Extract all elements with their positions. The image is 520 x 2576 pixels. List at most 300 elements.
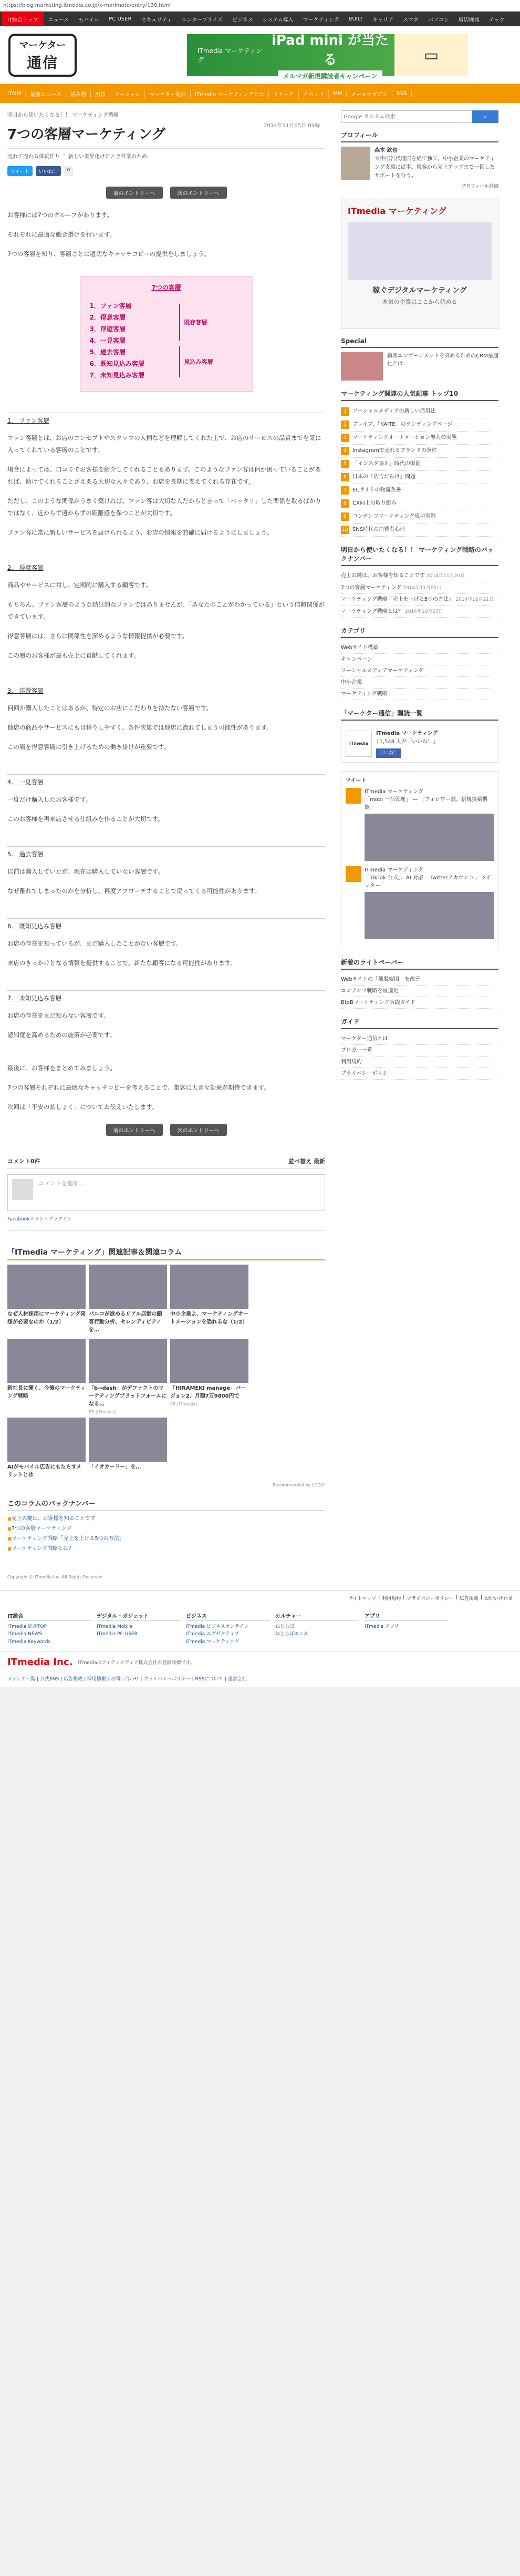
fb-comment-plugin[interactable]: Facebookコメントプラグイン [7, 1215, 325, 1231]
profile-name[interactable]: 森本 欽也 [375, 148, 398, 153]
segment-label: 一見客層 [100, 337, 126, 344]
guide-item[interactable]: プライバシーポリシー [341, 1068, 498, 1080]
tweet-body [365, 866, 494, 939]
category-nav-item[interactable]: RSS [392, 91, 412, 97]
sidebar-ad[interactable] [341, 198, 498, 329]
guide-list [341, 1033, 498, 1080]
ranking-text: ECサイトの物流改善 [352, 487, 401, 493]
ranking-list [341, 405, 498, 537]
new-paper-item[interactable]: BtoBマーケティング実践ガイド [341, 997, 498, 1009]
column-backnumber-list [341, 570, 498, 618]
backnumber-title: このコラムのバックナンバー [7, 1498, 325, 1511]
new-paper-item[interactable]: コンテンツ戦略を最適化 [341, 986, 498, 997]
crumb-2[interactable]: 新しい業界化けたとき営業のため [68, 154, 147, 160]
related-thumb [89, 1339, 167, 1383]
new-paper-item[interactable]: Webサイトの「離脱要因」を改善 [341, 974, 498, 986]
ranking-item[interactable] [341, 524, 498, 537]
backnumber-item[interactable]: ■ 売上の鍵は、お客様を知ることです [7, 1514, 325, 1524]
related-thumb [7, 1418, 86, 1462]
footer-sep: | [455, 1595, 457, 1600]
ranking-text: ソーシャルメディアの新しい活用法 [352, 408, 436, 414]
footer-column-list [186, 1623, 270, 1646]
closing-para: 次回は「不安の払しょく」についてお伝えいたします。 [7, 1103, 158, 1111]
special-box [341, 337, 498, 381]
search-icon[interactable]: ⌕ [472, 110, 498, 123]
segment-item: 4．一見客層 [89, 337, 126, 344]
backnumber-item[interactable]: ■ 7つの客層マーケティング [7, 1524, 325, 1534]
tweet-avatar [346, 866, 361, 882]
logo-line1: マーケター [19, 40, 66, 51]
corp-logo[interactable]: ITmedia Inc. [7, 1657, 73, 1668]
top-nav-item[interactable]: テック [488, 17, 505, 23]
top-nav-item[interactable]: システム導入 [262, 17, 294, 23]
ranking-text: マーケティングオートメーション導入の実態 [352, 435, 457, 440]
category-item[interactable]: 中小企業 [341, 677, 498, 689]
fb-like-button[interactable]: いいね！ [36, 166, 61, 176]
top-nav-item[interactable]: PC USER [109, 16, 132, 22]
segment-item: 7．未知見込み客層 [89, 372, 144, 379]
tweet-user: ITmedia マーケティング [365, 789, 424, 795]
segment-label: 得意客層 [100, 314, 126, 321]
footer-column-item[interactable]: ITmedia ビジネスオンライン [186, 1624, 249, 1629]
category-nav-item[interactable]: 用語 [91, 90, 110, 98]
category-item[interactable]: キャンペーン [341, 654, 498, 665]
article-title: 7つの客層マーケティング [7, 127, 165, 142]
tweet-image [365, 892, 494, 939]
profile-desc: 大手広告代理店を経て独立。中小企業のマーケティング支援に従事。集客から売上アップまで一貫したサポートを行う。 [375, 156, 495, 179]
guide-item[interactable]: 利用規約 [341, 1056, 498, 1068]
ad-catch: 稼ぐデジタルマーケティング [372, 286, 467, 295]
tweet-body [365, 788, 494, 861]
footer-link[interactable]: 利用規約 [382, 1596, 401, 1602]
breadcrumb [7, 148, 325, 160]
comment-sort[interactable] [288, 1157, 325, 1165]
ranking-item[interactable] [341, 458, 498, 471]
footer-column [275, 1612, 359, 1646]
footer-column-item[interactable]: ITmedia エグゼクティブ [186, 1631, 240, 1637]
top-nav-item[interactable]: BUILT [348, 16, 363, 22]
category-nav-item[interactable]: 読み物 [66, 90, 91, 98]
ranking-text: SNS時代の消費者心理 [352, 527, 405, 532]
sidebar-search [341, 110, 498, 123]
guide-item[interactable]: マーケター通信とは [341, 1033, 498, 1045]
section-heading-text: 6. 既知見込み客層 [7, 922, 61, 930]
article-body [7, 209, 325, 1113]
section-para: 場合によっては、口コミでお客様を紹介してくれることもあります。このようなファン客は何か困っていることがあれば、助けてくれることさえある大切な人々であり、お店を長期に支えてくれる存在です。 [7, 466, 321, 485]
related-thumb [89, 1418, 167, 1462]
footer-column-title: デジタル・ガジェット [97, 1612, 181, 1621]
footer-column-item[interactable]: ITmedia Mobile [97, 1624, 133, 1629]
section-para: なぜ離れてしまったのかを分析し、再度アプローチすることで戻ってくる可能性があります。 [7, 887, 261, 895]
section-para: この層を得意客層に引き上げるための働き掛けが重要です。 [7, 743, 170, 751]
ranking-text: CX向上の取り組み [352, 500, 397, 506]
related-thumb [7, 1339, 86, 1383]
recommend-credit: Recommended by LOGLY [273, 1483, 325, 1487]
related-grid [7, 1265, 325, 1481]
corporate-bar [0, 1651, 520, 1673]
site-logo[interactable] [8, 34, 77, 77]
ranking-number: 9 [341, 512, 349, 521]
article-date: 2014年11月05日 09時 [264, 123, 320, 129]
fb-page-likes: 11,548 人が「いいね！」 [376, 739, 439, 745]
section-heading [7, 560, 325, 572]
footer-column [97, 1612, 181, 1646]
section-heading-text: 3. 浮遊客層 [7, 687, 44, 694]
article-sections [7, 413, 325, 1041]
section-para: 得意客層には、さらに関係性を深めるような情報提供が必要です。 [7, 632, 189, 640]
search-input[interactable] [341, 110, 472, 123]
profile [341, 147, 498, 180]
sidebar [341, 110, 498, 1590]
prev-entry-button[interactable]: 前のエントリーへ [106, 1124, 163, 1136]
category-nav-item[interactable]: ソーシャル [110, 90, 145, 98]
related-caption: 「b→dash」がデファクトのマーケティングプラットフォームになる… [89, 1386, 167, 1407]
category-item[interactable]: Webサイト構築 [341, 642, 498, 654]
footer-column-item[interactable]: ITmedia NEWS [7, 1631, 43, 1637]
banner-main [266, 29, 394, 81]
tweet-text: 「mobi 一括管理」 ― 〔フォロワー数、新規投稿機能〕 [365, 797, 488, 811]
column-backnumber-box [341, 545, 498, 618]
ranking-box [341, 389, 498, 537]
comment-area [7, 1157, 325, 1231]
related-card[interactable] [89, 1265, 167, 1336]
ranking-item[interactable] [341, 405, 498, 418]
footer-column [7, 1612, 91, 1646]
section-para: この層のお客様が最も売上に貢献してくれます。 [7, 652, 140, 659]
ad-image [348, 222, 492, 280]
footer-column [365, 1612, 449, 1646]
url-bar[interactable] [0, 0, 520, 12]
page [0, 26, 520, 1687]
footer-column-title: アプリ [365, 1612, 449, 1621]
new-papers-title: 新着のライトペーパー [341, 958, 498, 970]
related-caption: パルコが進めるリアル店舗の顧客行動分析、セレンディピティを… [89, 1311, 162, 1333]
special-text: 顧客エンゲージメントを高めるためのCRM最適化とは [387, 353, 498, 367]
section-heading [7, 683, 325, 695]
banner-left: ITmedia マーケティング [197, 47, 262, 64]
category-nav-item[interactable]: ITmedia マーケティングとは [191, 90, 269, 98]
section-para: このお客様を再来店させる仕組みを作ることが大切です。 [7, 815, 164, 823]
related-card[interactable] [89, 1418, 167, 1481]
ranking-number: 2 [341, 420, 349, 429]
profile-more-link[interactable]: プロフィール詳細 [461, 184, 498, 189]
category-box [341, 626, 498, 700]
fb-page-name[interactable]: ITmedia マーケティング [376, 731, 438, 736]
related-title: 「ITmedia マーケティング」関連記事＆関連コラム [7, 1247, 325, 1260]
related-caption: 「イオカードー」を… [89, 1464, 141, 1470]
section-heading-text: 4. 一見客層 [7, 778, 44, 786]
column-backnumber-date: 2014年10月07日 [405, 609, 443, 614]
twitter-timeline [341, 771, 498, 949]
top-nav-item[interactable]: ビジネス [232, 17, 253, 23]
top-nav-item[interactable]: マーケティング [303, 17, 339, 23]
ranking-text: 「インスタ映え」時代の販促 [352, 461, 421, 467]
footer-column-title: IT総合 [7, 1612, 91, 1621]
prev-entry-button[interactable]: 前のエントリーへ [106, 187, 163, 199]
column-backnumber-text: マーケティング戦略とは？ [341, 608, 403, 614]
segment-label: 過去客層 [100, 348, 126, 356]
footer-link[interactable]: プライバシーポリシー [407, 1596, 454, 1602]
column-backnumber-item[interactable] [341, 606, 498, 618]
footer-column-item[interactable]: ねとらぼ [275, 1624, 295, 1629]
category-nav-item[interactable]: マーケター通信 [145, 90, 191, 98]
comment-header [7, 1157, 325, 1169]
top-nav-item[interactable]: パソコン [428, 17, 449, 23]
avatar [12, 1179, 33, 1200]
footer-sep: | [403, 1595, 405, 1600]
segment-label: 既知見込み客層 [100, 360, 144, 367]
footer-link[interactable]: サイトマップ [348, 1596, 377, 1602]
seven-segments-figure [80, 276, 253, 392]
banner-title: iPad mini が当たる [272, 32, 389, 68]
corp-text: ITmediaはアイティメディア株式会社の登録商標です。 [78, 1660, 195, 1666]
category-list [341, 642, 498, 700]
profile-box [341, 130, 498, 189]
fb-page-plugin [341, 725, 498, 763]
category-nav-item[interactable]: リサーチ [269, 90, 299, 98]
column-backnumber-item[interactable] [341, 594, 498, 606]
comment-input[interactable] [7, 1174, 325, 1211]
footer-column-list [275, 1623, 359, 1638]
column-backnumber-item[interactable] [341, 582, 498, 594]
related-caption: 中小企業よ、マーケティングオートメーションを恐れるな（1/2） [170, 1311, 248, 1325]
profile-photo [341, 147, 370, 180]
ranking-item[interactable] [341, 432, 498, 445]
section-para: 他店の商品やサービスにも目移りしやすく、条件次第では他店に流れてしまう可能性があります。 [7, 724, 273, 731]
sort-label: 並べ替え [288, 1158, 312, 1165]
fb-page-logo: ITmedia [346, 731, 372, 757]
column-backnumber-text: 売上の鍵は、お客様を知ることです [341, 573, 425, 579]
new-papers-list [341, 974, 498, 1009]
figure-title: 7つの客層 [151, 284, 181, 291]
ranking-item[interactable] [341, 418, 498, 432]
top-nav-item[interactable]: IT総合トップ [2, 12, 44, 26]
footer-column [186, 1612, 270, 1646]
guide-title: ガイド [341, 1017, 498, 1029]
top-nav-item[interactable]: モバイル [78, 17, 100, 23]
footer-column-list [97, 1623, 181, 1638]
category-nav-item[interactable]: イベント [299, 90, 329, 98]
tweet-text: 「TikTok 公式」、AI 対応 ―Twitterアカウント 、ツイッター [365, 875, 492, 889]
fb-page-like-button[interactable]: いいね！ [376, 748, 401, 758]
related-caption: なぜ人材採用にマーケティング発想が必要なのか（1/2） [7, 1311, 86, 1325]
twitter-title: ツイート [346, 778, 367, 784]
content-columns [0, 103, 520, 1590]
figure-row [90, 300, 243, 381]
footer-sep: | [378, 1595, 380, 1600]
next-entry-button[interactable]: 次のエントリーへ [170, 1124, 227, 1136]
section-heading-text: 2. 得意客層 [7, 564, 44, 571]
subscribe-title: 「マーケター通信」購読一覧 [341, 709, 498, 721]
related-caption: 新社長に聞く、今後のマーケティング戦略 [7, 1386, 86, 1399]
category-title: カテゴリ [341, 626, 498, 638]
top-nav-item[interactable]: スマホ [403, 17, 419, 23]
ranking-item[interactable] [341, 484, 498, 497]
special-title: Special [341, 337, 498, 348]
related-card[interactable] [170, 1339, 248, 1414]
footer-column-item[interactable]: ITmedia 総合TOP [7, 1624, 47, 1629]
top-nav-item[interactable]: 周辺機器 [458, 17, 480, 23]
related-card[interactable] [89, 1339, 167, 1414]
ranking-number: 8 [341, 499, 349, 508]
backnumber-item[interactable]: ■ マーケティング戦略とは？ [7, 1544, 325, 1554]
category-item[interactable]: マーケティング戦略 [341, 689, 498, 700]
section-heading-text: 5. 過去客層 [7, 850, 44, 858]
section-para: 以前は購入していたが、現在は購入していない客層です。 [7, 868, 164, 875]
ranking-item[interactable] [341, 510, 498, 524]
section-para: お店の存在を知っているが、まだ購入したことがない客層です。 [7, 940, 182, 947]
section-para: ファン客に常に新しいサービスを届けられるよう、お店の情報を的確に届けるようにしましょう。 [7, 529, 273, 536]
footer-column-item[interactable]: ねとらぼエンタ [275, 1631, 308, 1637]
guide-item[interactable]: ブロガー一覧 [341, 1045, 498, 1056]
ranking-item[interactable] [341, 497, 498, 510]
segment-item: 6．既知見込み客層 [89, 360, 144, 367]
copyright: Copyright © ITmedia Inc. All Rights Reserved. [7, 1575, 104, 1579]
footer-column-title: ビジネス [186, 1612, 270, 1621]
segment-item: 1．ファン客層 [89, 302, 132, 310]
intro-para: それぞれに最適な働き掛けを行います。 [7, 231, 116, 238]
ranking-number: 6 [341, 473, 349, 481]
fb-page-box [341, 709, 498, 763]
crumb-sep: › [63, 152, 65, 158]
related-thumb [89, 1265, 167, 1309]
ranking-number: 5 [341, 460, 349, 468]
header-banner-ad[interactable] [187, 32, 468, 80]
section-heading [7, 990, 325, 1002]
profile-text [375, 147, 498, 180]
related-thumb [170, 1265, 248, 1309]
section-para: ファン客層とは、お店のコンセプトやスタッフの人柄などを理解してくれた上で、お店のサービスの品質までを気に入ってくれている客層のことです。 [7, 434, 321, 454]
related-source: PR (ITmedia) [170, 1402, 197, 1407]
section-heading [7, 918, 325, 930]
corp-links[interactable]: メディア一覧 | 公式SNS | 広告掲載 | 採用情報 | お問い合わせ | プライバシーポリシー | RSSについて | 運営会社 [0, 1673, 520, 1687]
related-card[interactable] [7, 1339, 86, 1414]
section-heading [7, 846, 325, 858]
tweet-user: ITmedia マーケティング [365, 867, 424, 874]
fb-page-info [376, 730, 438, 758]
footer-column-item[interactable]: ITmedia マーケティング [186, 1639, 239, 1645]
crumb-1[interactable]: 売れて売れる体質作り [7, 154, 60, 160]
tweet-item[interactable] [346, 866, 494, 939]
tweet-avatar [346, 788, 361, 804]
category-item[interactable]: ソーシャルメディアマーケティング [341, 665, 498, 677]
footer-column-item[interactable]: ITmedia アプリ [365, 1624, 399, 1629]
new-papers-box [341, 958, 498, 1009]
section-para: 来店のきっかけとなる情報を提供することで、新たな顧客になる可能性があります。 [7, 959, 236, 967]
top-nav-item[interactable]: セキュリティ [141, 17, 172, 23]
top-nav-item[interactable]: キャリア [372, 17, 394, 23]
category-nav-item[interactable]: 最新ニュース [26, 90, 66, 98]
group-existing: 既存客層 [179, 304, 213, 341]
ranking-item[interactable] [341, 445, 498, 458]
footer-column-item[interactable]: ITmedia PC USER [97, 1631, 138, 1637]
main-column [7, 110, 341, 1590]
segment-item: 3．浮遊客層 [89, 325, 126, 333]
column-backnumber-item[interactable] [341, 570, 498, 582]
footer-column-list [7, 1623, 91, 1646]
special-thumb [341, 352, 383, 381]
special-item[interactable] [341, 352, 498, 381]
related-thumb [7, 1265, 86, 1309]
related-caption: 「HIRAMEKI manage」バージョン2、月額7万9800円で [170, 1386, 246, 1399]
backnumber [7, 1498, 325, 1554]
segment-item: 2．得意客層 [89, 314, 126, 321]
ranking-number: 7 [341, 486, 349, 495]
related-card[interactable] [7, 1418, 86, 1481]
closing-para: 最後に、お客様をまとめてみましょう。 [7, 1064, 116, 1072]
guide-box [341, 1017, 498, 1080]
segment-groups [179, 304, 213, 377]
sort-value: 最新 [314, 1158, 325, 1165]
ranking-title: マーケティング関連の人気記事 トップ10 [341, 389, 498, 401]
closing-para: 7つの客層それぞれに最適なキャッチコピーを考えることで、集客に大きな効果が期待できます。 [7, 1084, 270, 1091]
footer-link[interactable]: お問い合わせ [484, 1596, 513, 1602]
ranking-number: 1 [341, 407, 349, 416]
segment-list [90, 300, 179, 381]
category-nav-item[interactable]: メールマガジン [347, 90, 392, 98]
banner-sub: メルマガ新規購読者キャンペーン [278, 70, 383, 81]
next-entry-button[interactable]: 次のエントリーへ [170, 187, 227, 199]
related-thumb [170, 1339, 248, 1383]
site-header [0, 26, 520, 84]
section-para: 認知度を高めるための施策が必要です。 [7, 1031, 116, 1039]
section-para: ただし、このような関係がうまく築ければ、ファン客は大切な人だからと言って「ベッタリ」した関係を取るばかりではなく、近からず遠からずの距離感を保つことが大切です。 [7, 497, 321, 517]
related-caption: AIがモバイル広告にもたらすメリットとは [7, 1464, 82, 1478]
ranking-text: コンテンツマーケティング成功事例 [352, 514, 436, 519]
section-para: お店の存在をまだ知らない客層です。 [7, 1012, 110, 1019]
column-backnumber-date: 2014年11月20日 [427, 573, 465, 579]
section-heading-text: 7. 未知見込み客層 [7, 994, 61, 1002]
footer-grid [0, 1606, 520, 1651]
segment-item: 5．過去客層 [89, 348, 126, 356]
intro-para: お客様には7つのグループがあります。 [7, 211, 113, 219]
related-card[interactable] [7, 1265, 86, 1336]
share-buttons [7, 166, 325, 176]
backnumber-item[interactable]: ■ マーケティング戦略「売上を上げる5つの方法」 [7, 1534, 325, 1544]
tweet-button[interactable]: ツイート [7, 166, 33, 176]
section-para: もちろん、ファン客層のような熱狂的なファンではありませんが、「あなたのことがわかっている」という信頼関係ができています。 [7, 601, 325, 620]
section-heading [7, 413, 325, 425]
backnumber-list [7, 1514, 325, 1554]
category-nav-item[interactable]: MM [329, 91, 347, 97]
category-nav-item[interactable]: ITMM [3, 91, 26, 97]
category-nav [0, 84, 520, 103]
tweet-item[interactable] [346, 788, 494, 861]
column-backnumber-title: 明日から使いたくなる！！ マーケティング戦略のバックナンバー [341, 545, 498, 566]
share-count: 0 [64, 166, 74, 176]
profile-title: プロフィール [341, 130, 498, 142]
ranking-item[interactable] [341, 471, 498, 484]
top-nav-item[interactable]: エンタープライズ [181, 17, 223, 23]
closing [7, 1062, 325, 1113]
footer-column-item[interactable]: ITmedia Keywords [7, 1639, 51, 1645]
tweet-list [346, 788, 494, 939]
related-card[interactable] [170, 1265, 248, 1336]
ad-sub: 本気の企業はここから始める [382, 299, 457, 305]
footer-link[interactable]: 広告掲載 [459, 1596, 479, 1602]
group-prospect: 見込み客層 [179, 346, 213, 377]
column-kicker[interactable]: 明日から使いたくなる！！ マーケティング戦略 [7, 112, 119, 118]
top-nav [0, 12, 520, 26]
top-nav-item[interactable]: ニュース [48, 17, 69, 23]
section-para: 商品やサービスに対し、定期的に購入する顧客です。 [7, 581, 152, 589]
segment-label: 未知見込み客層 [100, 372, 144, 379]
section-para: 何回か購入したことはあるが、特定のお店にこだわりを持たない客層です。 [7, 704, 213, 712]
ranking-number: 3 [341, 434, 349, 442]
fb-page-row [346, 730, 494, 758]
segment-label: 浮遊客層 [100, 325, 126, 333]
pager-bottom [7, 1124, 325, 1136]
